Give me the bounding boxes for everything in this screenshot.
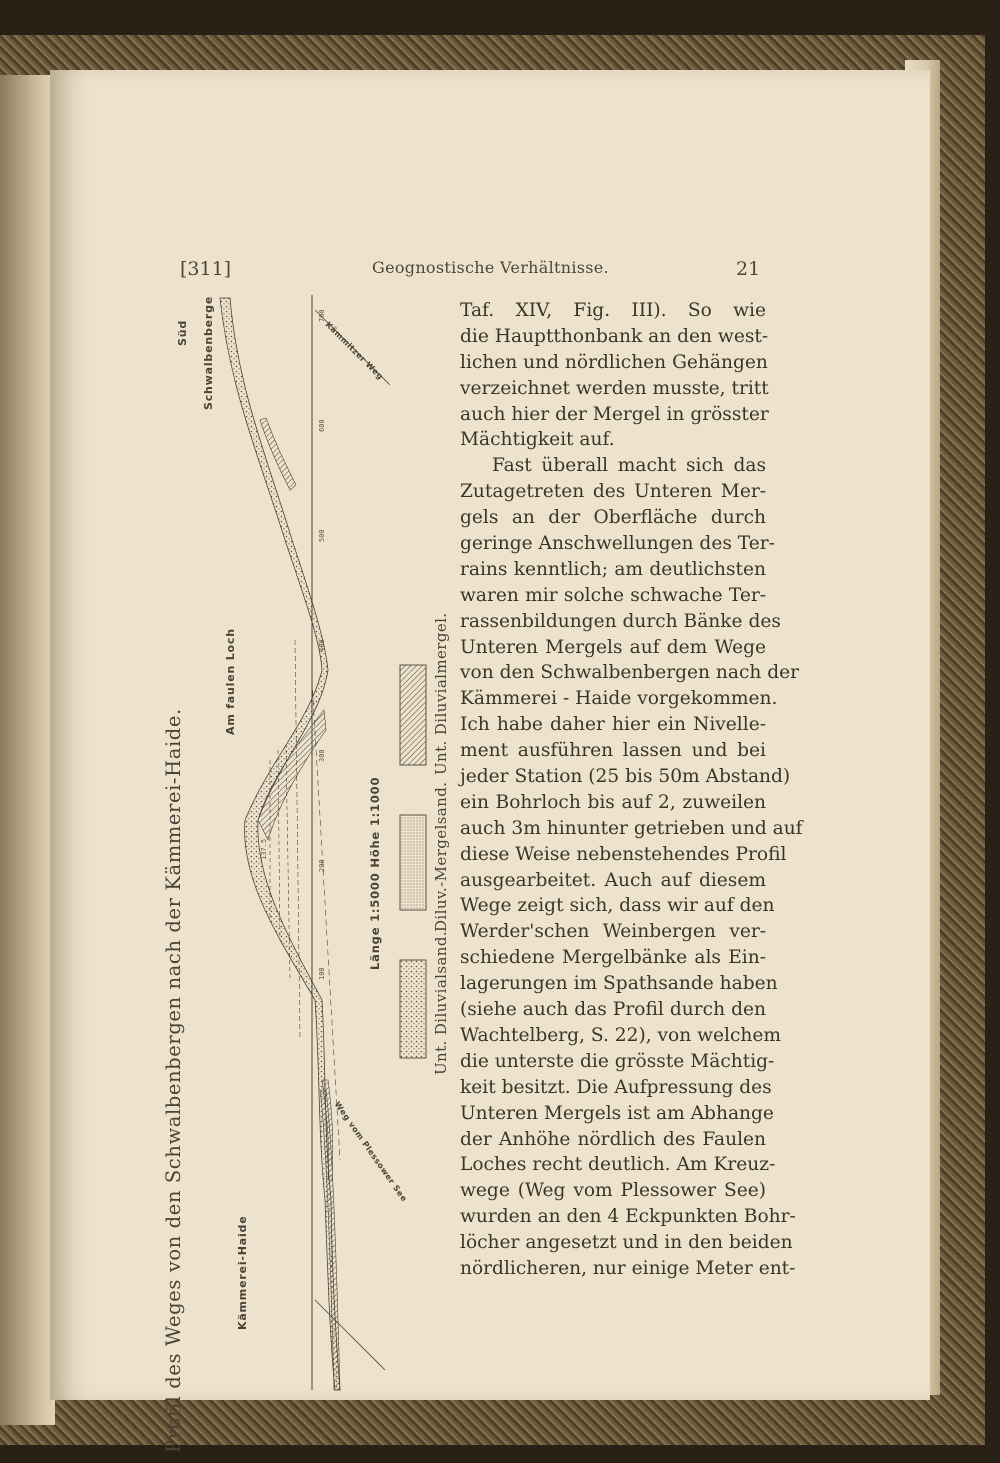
tick-100: 100 — [318, 967, 326, 980]
body-line: rassenbildungen durch Bänke des — [460, 610, 781, 632]
book-spine — [0, 75, 55, 1425]
page-number-right: 21 — [736, 258, 761, 280]
body-line: jeder Station (25 bis 50m Abstand) — [460, 766, 791, 788]
body-line: geringe Anschwellungen des Ter- — [460, 533, 775, 555]
body-line: lichen und nördlichen Gehängen — [460, 351, 768, 373]
legend-label-mergel: Unt. Diluvialmergel. — [432, 612, 450, 775]
tick-400: 400 — [318, 639, 326, 652]
body-line: Kämmerei - Haide vorgekommen. — [460, 688, 778, 710]
legend-label-diluvialsand: Unt. Diluvialsand. — [432, 930, 450, 1075]
label-kaemmerei-haide: Kämmerei-Haide — [236, 1215, 249, 1330]
legend-swatch-mergel — [400, 665, 426, 765]
label-faulen-loch: Am faulen Loch — [224, 628, 237, 735]
scale-label: Länge 1:5000 Höhe 1:1000 — [368, 776, 382, 970]
body-line: die unterste die grösste Mächtig- — [460, 1050, 775, 1072]
body-line: Ich habe daher hier ein Nivelle- — [460, 714, 766, 736]
body-line: schiedene Mergelbänke als Ein- — [460, 947, 766, 969]
body-line: Unteren Mergels auf dem Wege — [460, 636, 766, 658]
running-head: Geognostische Verhältnisse. — [372, 258, 609, 277]
body-line: Wege zeigt sich, dass wir auf den — [460, 895, 775, 917]
body-line: von den Schwalbenbergen nach der — [460, 662, 800, 684]
body-line: Werder'schen Weinbergen ver- — [460, 921, 766, 943]
body-line: die Hauptthonbank an den west- — [460, 325, 769, 347]
legend-label-mergelsand: Diluv.-Mergelsand. — [432, 781, 450, 932]
body-line: Zutagetreten des Unteren Mer- — [460, 481, 766, 503]
profile-drawing — [140, 280, 465, 1400]
body-line: waren mir solche schwache Ter- — [460, 584, 766, 606]
legend-swatch-diluvialsand — [400, 960, 426, 1058]
body-line: Fast überall macht sich das — [492, 455, 766, 477]
label-south: Süd — [176, 319, 189, 346]
profile-figure — [140, 280, 465, 1453]
legend-swatch-mergelsand — [400, 815, 426, 910]
body-line: diese Weise nebenstehendes Profil — [460, 843, 787, 865]
body-line: (siehe auch das Profil durch den — [460, 999, 766, 1021]
tick-500: 500 — [318, 529, 326, 542]
label-plessow-road: Weg vom Plessower See — [332, 1100, 409, 1204]
body-line: rains kenntlich; am deutlichsten — [460, 558, 766, 580]
body-line: löcher angesetzt und in den beiden — [460, 1232, 793, 1254]
body-line: lagerungen im Spathsande haben — [460, 973, 778, 995]
tick-700: 700 — [318, 309, 326, 322]
label-kaemmitz-road: Kämmitzer Weg — [323, 320, 386, 382]
body-line: auch hier der Mergel in grösster — [460, 403, 769, 425]
label-schwalbenberge: Schwalbenberge — [202, 295, 215, 410]
body-line: Taf. XIV, Fig. III). So wie — [460, 300, 766, 321]
body-line: Unteren Mergels ist am Abhange — [460, 1102, 774, 1124]
body-line: wege (Weg vom Plessower See) — [460, 1180, 766, 1202]
body-line: Loches recht deutlich. Am Kreuz- — [460, 1154, 776, 1176]
body-line: Wachtelberg, S. 22), von welchem — [460, 1024, 782, 1046]
body-line: Mächtigkeit auf. — [460, 429, 615, 451]
body-line: auch 3m hinunter getrieben und auf — [460, 817, 803, 839]
body-text — [460, 298, 803, 1282]
body-line: nördlicheren, nur einige Meter ent- — [460, 1257, 796, 1279]
body-line: verzeichnet werden musste, tritt — [460, 377, 769, 399]
body-line: keit besitzt. Die Aufpressung des — [460, 1076, 772, 1098]
tick-300: 300 — [318, 749, 326, 762]
figure-title: Profil des Weges von den Schwalbenbergen nach der Kämmerei-Haide. — [162, 708, 185, 1453]
body-line: ein Bohrloch bis auf 2, zuweilen — [460, 791, 766, 813]
tick-600: 600 — [318, 419, 326, 432]
page-number-left: [311] — [180, 258, 232, 280]
body-line: ment ausführen lassen und bei — [460, 740, 766, 762]
tick-200: 200 — [318, 859, 326, 872]
spot-height: 137.5 — [260, 838, 268, 860]
body-line: wurden an den 4 Eckpunkten Bohr- — [460, 1206, 796, 1228]
body-line: gels an der Oberfläche durch — [460, 507, 766, 529]
body-line: ausgearbeitet. Auch auf diesem — [460, 869, 766, 891]
body-line: der Anhöhe nördlich des Faulen — [460, 1128, 766, 1150]
